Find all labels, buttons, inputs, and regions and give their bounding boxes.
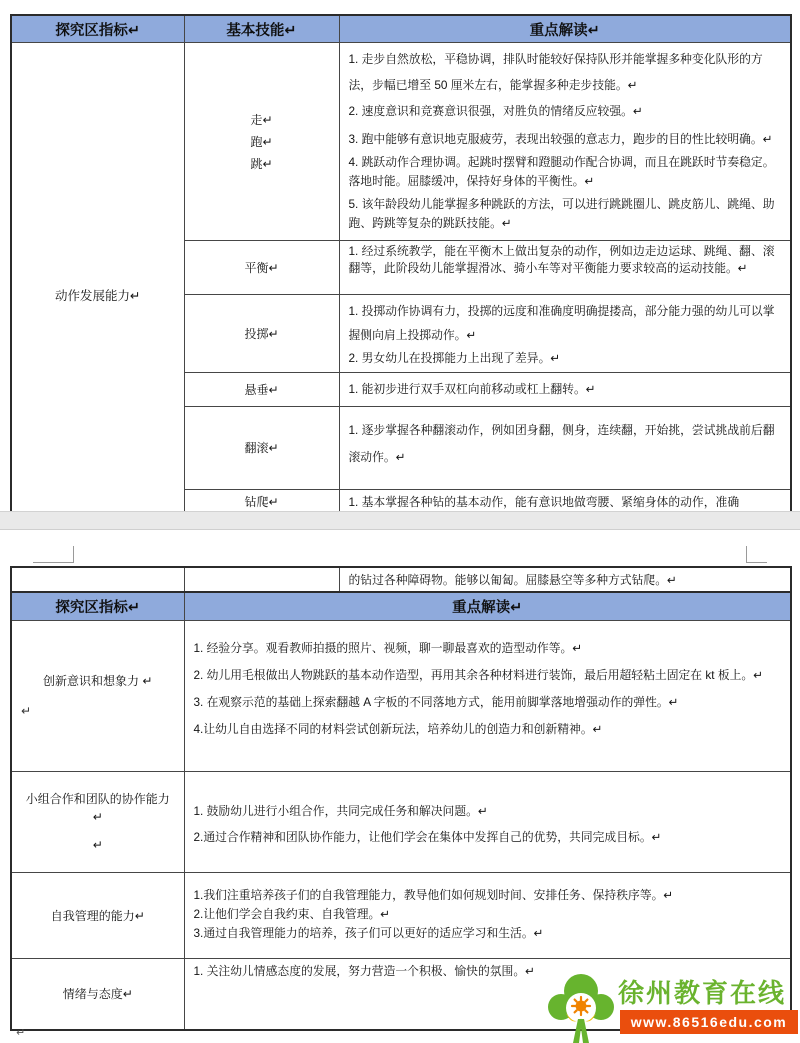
point-paragraph[interactable]: 2.通过合作精神和团队协作能力，让他们学会在集体中发挥自己的优势，共同完成目标。↵ <box>193 830 662 844</box>
skill-cell-balance[interactable] <box>184 241 339 295</box>
table1-header-row <box>11 15 791 43</box>
point-paragraph[interactable]: 1. 鼓励幼儿进行小组合作，共同完成任务和解决问题。↵ <box>193 804 488 818</box>
row-label: 小组合作和团队的协作能力↵ <box>25 792 170 824</box>
label-cell-emotion-attitude[interactable] <box>11 959 184 1031</box>
paragraph-mark: ↵ <box>92 838 103 852</box>
table2-header-indicator[interactable]: 探究区指标↵ <box>11 592 184 621</box>
table-row <box>11 772 791 873</box>
points-cell[interactable] <box>184 621 791 772</box>
label-cell-innovation[interactable] <box>11 621 184 772</box>
skill-line: 跳↵ <box>250 156 273 171</box>
row-label: 情绪与态度↵ <box>62 987 133 1001</box>
point-paragraph[interactable]: 1.我们注重培养孩子们的自我管理能力，教导他们如何规划时间、安排任务、保持秩序等。↵ <box>193 888 674 902</box>
point-paragraph[interactable]: 2. 速度意识和竞赛意识很强，对胜负的情绪反应较强。↵ <box>348 104 643 118</box>
points-cell[interactable] <box>184 772 791 873</box>
margin-corner-mark-right <box>746 546 767 563</box>
point-paragraph[interactable]: 4.让幼儿自由选择不同的材料尝试创新玩法，培养幼儿的创造力和创新精神。↵ <box>193 722 603 736</box>
abilities-table <box>10 591 792 1031</box>
points-cell[interactable] <box>339 567 791 592</box>
logo-url-banner: www.86516edu.com <box>620 1010 798 1034</box>
skill-line: 走↵ <box>250 112 273 127</box>
skill-cell-walk-run-jump[interactable] <box>184 43 339 241</box>
points-cell[interactable] <box>184 873 791 959</box>
points-cell[interactable] <box>339 295 791 373</box>
points-cell[interactable] <box>339 407 791 490</box>
table2-header-row <box>11 592 791 621</box>
category-cell-motor-development[interactable]: 动作发展能力↵ <box>11 43 184 515</box>
paragraph-mark: ↵ <box>16 1027 26 1039</box>
row-label: 自我管理的能力↵ <box>50 908 145 923</box>
point-paragraph[interactable]: 1. 经过系统教学，能在平衡木上做出复杂的动作，例如边走边运球、跳绳、翻、滚翻等，此阶段幼儿能掌握滑冰、骑小车等对平衡能力要求较高的运动技能。↵ <box>348 244 775 275</box>
point-paragraph[interactable]: 1. 逐步掌握各种翻滚动作，例如团身翻，侧身，连续翻，开始挑，尝试挑战前后翻滚动作。↵ <box>348 423 775 464</box>
logo-title-text: 徐州教育在线 <box>618 978 787 1008</box>
point-paragraph[interactable]: 1. 走步自然放松，平稳协调，排队时能较好保持队形并能掌握多种变化队形的方法，步幅已增至 50 厘米左右，能掌握多种走步技能。↵ <box>348 52 763 92</box>
point-paragraph[interactable]: 1. 基本掌握各种钻的基本动作，能有意识地做弯腰、紧缩身体的动作，准确 <box>348 494 740 509</box>
row-label: 创新意识和想象力 ↵ <box>43 674 153 688</box>
empty-cell[interactable] <box>11 567 184 592</box>
continuation-row-table <box>10 566 792 593</box>
points-cell[interactable] <box>339 43 791 241</box>
table-row <box>11 621 791 772</box>
tree-logo-icon <box>546 970 616 1043</box>
skill-line: 翻滚↵ <box>244 441 279 455</box>
margin-corner-mark-left <box>33 546 74 563</box>
empty-cell[interactable] <box>184 567 339 592</box>
skill-cell-rolling[interactable] <box>184 407 339 490</box>
page-break-band <box>0 511 800 530</box>
point-paragraph[interactable]: 1. 关注幼儿情感态度的发展，努力营造一个积极、愉快的氛围。↵ <box>193 964 536 978</box>
skill-line: 钻爬↵ <box>244 494 279 509</box>
skill-line: 投掷↵ <box>244 326 279 341</box>
table-row <box>11 567 791 592</box>
skill-line: 平衡↵ <box>244 260 279 275</box>
table1-header-indicator[interactable]: 探究区指标↵ <box>11 15 184 43</box>
point-paragraph[interactable]: 3. 在观察示范的基础上探索翻越 A 字板的不同落地方式，能用前脚掌落地增强动作的弹性。↵ <box>193 695 679 709</box>
paragraph-mark: ↵ <box>21 704 32 718</box>
points-cell[interactable] <box>339 373 791 407</box>
points-cell[interactable] <box>339 241 791 295</box>
skill-line: 悬垂↵ <box>244 382 279 397</box>
point-paragraph[interactable]: 4. 跳跃动作合理协调。起跳时摆臂和蹬腿动作配合协调，而且在跳跃时节奏稳定。落地时能。屈膝缓冲，保持好身体的平衡性。↵ <box>348 155 775 188</box>
table1-header-basic-skill[interactable]: 基本技能↵ <box>184 15 339 43</box>
table-row <box>11 43 791 241</box>
point-paragraph[interactable]: 1. 经验分享。观看教师拍摄的照片、视频，聊一聊最喜欢的造型动作等。↵ <box>193 641 583 655</box>
point-paragraph[interactable]: 5. 该年龄段幼儿能掌握多种跳跃的方法，可以进行跳跳圈儿、跳皮筋儿、跳绳、助跑、跨跳等复杂的跳跃技能。↵ <box>348 197 775 230</box>
point-paragraph[interactable]: 2.让他们学会自我约束、自我管理。↵ <box>193 907 391 921</box>
skill-cell-throwing[interactable] <box>184 295 339 373</box>
point-paragraph[interactable]: 1. 能初步进行双手双杠向前移动或杠上翻转。↵ <box>348 382 596 396</box>
skill-cell-hanging[interactable] <box>184 373 339 407</box>
point-paragraph[interactable]: 的钻过各种障碍物。能够以匍匐。屈膝悬空等多种方式钻爬。↵ <box>348 572 677 587</box>
table1-header-key-points[interactable]: 重点解读↵ <box>339 15 791 43</box>
label-cell-self-management[interactable] <box>11 873 184 959</box>
point-paragraph[interactable]: 3. 跑中能够有意识地克服疲劳，表现出较强的意志力，跑步的目的性比较明确。↵ <box>348 132 773 146</box>
label-cell-teamwork[interactable] <box>11 772 184 873</box>
table2-header-key-points[interactable]: 重点解读↵ <box>184 592 791 621</box>
xuzhou-education-logo <box>546 968 800 1043</box>
point-paragraph[interactable]: 1. 投掷动作协调有力，投掷的远度和准确度明确提搂高，部分能力强的幼儿可以掌握侧向肩上投掷动作。↵ <box>348 304 775 342</box>
point-paragraph[interactable]: 3.通过自我管理能力的培养，孩子们可以更好的适应学习和生活。↵ <box>193 926 544 940</box>
table-row <box>11 873 791 959</box>
skills-table <box>10 14 792 515</box>
skill-line: 跑↵ <box>250 134 273 149</box>
point-paragraph[interactable]: 2. 男女幼儿在投掷能力上出现了差异。↵ <box>348 351 561 365</box>
point-paragraph[interactable]: 2. 幼儿用毛根做出人物跳跃的基本动作造型，再用其余各种材料进行装饰，最后用超轻粘土固定在 kt 板上。↵ <box>193 668 764 682</box>
